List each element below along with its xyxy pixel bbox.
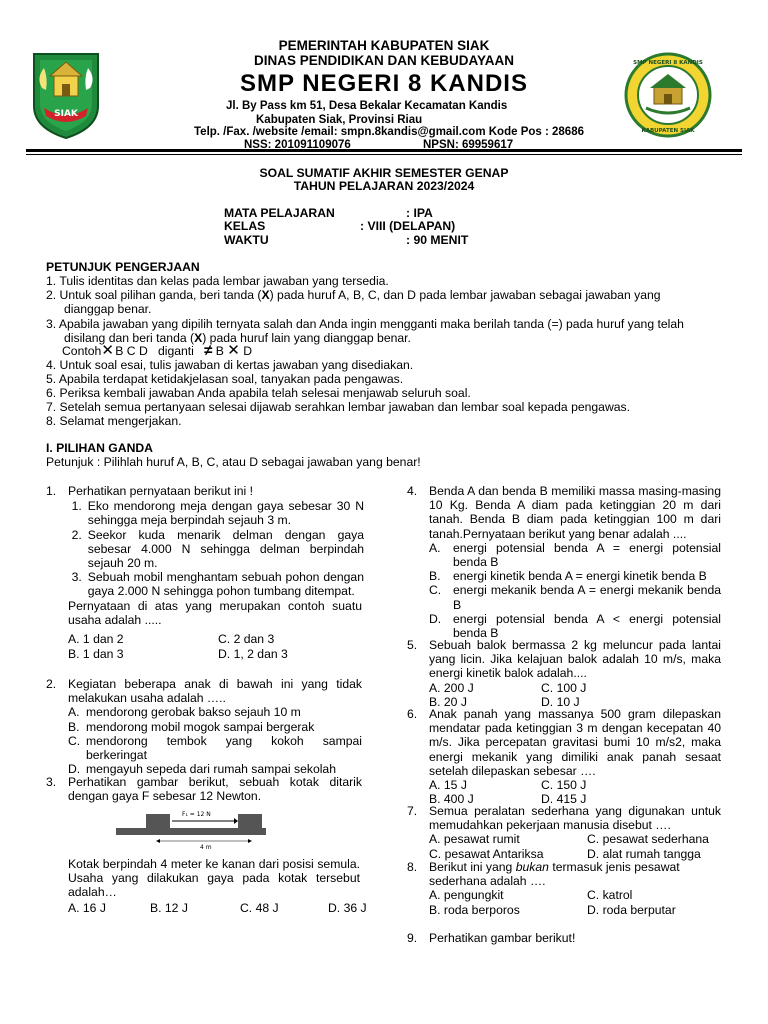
instruction-3: 3. Apabila jawaban yang dipilih ternyata salah dan Anda ingin mengganti maka berilah tanda (=) pada huruf yang telah bbox=[46, 317, 684, 331]
contact-line: Telp. /Fax. /website /email: smpn.8kandis@gmail.com Kode Pos : 28686 bbox=[194, 126, 584, 138]
exam-title: SOAL SUMATIF AKHIR SEMESTER GENAP bbox=[259, 166, 509, 180]
question-7: 7. Semua peralatan sederhana yang digunakan untuk memudahkan pekerjaan manusia disebut …. A. pesawat rumit C. pesawat sederhana C. pesawat Antariksa D. alat rumah tangga bbox=[407, 804, 721, 861]
instructions-heading: PETUNJUK PENGERJAAN bbox=[46, 260, 200, 274]
force-diagram bbox=[116, 808, 266, 850]
box-start bbox=[146, 814, 170, 828]
distance-label: 4 m bbox=[200, 844, 212, 850]
section-instruction: Petunjuk : Pilihlah huruf A, B, C, atau D sebagai jawaban yang benar! bbox=[46, 455, 421, 469]
crossed-a-icon: ✕ bbox=[101, 342, 112, 359]
cancelled-a-icon: ≠ bbox=[204, 342, 213, 359]
instruction-8: 8. Selamat mengerjakan. bbox=[46, 414, 182, 428]
instruction-6: 6. Periksa kembali jawaban Anda apabila telah selesai menjawab seluruh soal. bbox=[46, 386, 471, 400]
subject-value: : IPA bbox=[406, 206, 433, 220]
npsn-number: NPSN: 69959617 bbox=[423, 139, 514, 151]
instruction-1: 1. Tulis identitas dan kelas pada lembar jawaban yang tersedia. bbox=[46, 274, 389, 288]
left-logo-text: SIAK bbox=[54, 109, 78, 119]
force-label: F₁ = 12 N bbox=[182, 811, 211, 818]
time-label: WAKTU bbox=[224, 233, 269, 247]
instruction-2-cont: dianggap benar. bbox=[64, 302, 152, 316]
nss-number: NSS: 201091109076 bbox=[244, 139, 351, 151]
address-line-1: Jl. By Pass km 51, Desa Bekalar Kecamatan Kandis bbox=[226, 100, 508, 112]
time-value: : 90 MENIT bbox=[406, 233, 469, 247]
box-end bbox=[238, 814, 262, 828]
question-4: 4. Benda A dan benda B memiliki massa masing-masing 10 Kg. Benda A diam pada ketinggian 20 m dari tanah. Benda B diam pada ketinggian 100 m dari tanah.Pernyataan berikut yang benar adalah .... A. energi potensial benda A = energi potensial benda B B. energi kinetik benda A = energi kinetik benda B C. energi mekanik benda A = energi mekanik benda B D. energi potensial benda A < energi potensial benda B bbox=[407, 484, 721, 641]
school-name: SMP NEGERI 8 KANDIS bbox=[240, 70, 528, 97]
instruction-example: Contoh✕ B C D diganti ≠ B ✕ D bbox=[62, 342, 252, 359]
question-3-options: A. 16 J B. 12 J C. 48 J D. 36 J bbox=[68, 901, 367, 915]
question-6: 6. Anak panah yang massanya 500 gram dilepaskan mendatar pada ketinggian 3 m dengan kecepatan 40 m/s. Jika percepatan gravitasi bumi 10 m/s2, maka energi mekanik yang dimiliki anak panah sesaat setelah dilepaskan sebesar …. A. 15 J C. 150 J B. 400 J D. 415 J bbox=[407, 707, 721, 807]
instruction-3-cont: disilang dan beri tanda (X) pada huruf lain yang dianggap benar. bbox=[64, 331, 411, 345]
instruction-4: 4. Untuk soal esai, tulis jawaban di kertas jawaban yang disediakan. bbox=[46, 358, 414, 372]
question-3: 3. Perhatikan gambar berikut, sebuah kotak ditarik dengan gaya F sebesar 12 Newton. bbox=[46, 775, 362, 804]
exam-year: TAHUN PELAJARAN 2023/2024 bbox=[293, 179, 475, 193]
subject-label: MATA PELAJARAN bbox=[224, 206, 335, 220]
class-label: KELAS bbox=[224, 219, 266, 233]
header-rule-thin bbox=[26, 154, 742, 155]
section-title: I. PILIHAN GANDA bbox=[46, 441, 153, 455]
question-9: 9. Perhatikan gambar berikut! bbox=[407, 931, 576, 945]
header-rule-thick bbox=[26, 149, 742, 152]
right-logo-bottom-text: KABUPATEN SIAK bbox=[641, 128, 695, 134]
question-3-text: Kotak berpindah 4 meter ke kanan dari posisi semula. Usaha yang dilakukan gaya pada kotak tersebut adalah… bbox=[68, 857, 360, 900]
crossed-c-icon: ✕ bbox=[227, 342, 240, 359]
right-logo-text: SMP NEGERI 8 KANDIS bbox=[633, 60, 703, 66]
address-line-2: Kabupaten Siak, Provinsi Riau bbox=[256, 114, 423, 126]
question-2: 2. Kegiatan beberapa anak di bawah ini yang tidak melakukan usaha adalah ….. A. mendorong gerobak bakso sejauh 10 m B. mendorong mobil mogok sampai bergerak C. mendorong tembok yang kokoh sampai berkeringat D. mengayuh sepeda dari rumah sampai sekolah bbox=[46, 677, 362, 777]
instruction-2: 2. Untuk soal pilihan ganda, beri tanda (X) pada huruf A, B, C, dan D pada lembar jawaban sebagai jawaban yang bbox=[46, 288, 661, 302]
instruction-7: 7. Setelah semua pertanyaan selesai dijawab serahkan lembar jawaban dan lembar soal kepada pengawas. bbox=[46, 400, 631, 414]
class-value: : VIII (DELAPAN) bbox=[360, 219, 456, 233]
question-5: 5. Sebuah balok bermassa 2 kg meluncur pada lantai yang licin. Jika kelajuan balok adalah 10 m/s, maka energi kinetik balok adalah.... A. 200 J C. 100 J B. 20 J D. 10 J bbox=[407, 638, 721, 709]
instruction-5: 5. Apabila terdapat ketidakjelasan soal, tanyakan pada pengawas. bbox=[46, 372, 404, 386]
government-name: PEMERINTAH KABUPATEN SIAK bbox=[278, 38, 490, 53]
question-1: 1. Perhatikan pernyataan berikut ini ! 1. Eko mendorong meja dengan gaya sebesar 30 N sehingga meja berpindah sejauh 3 m. 2. Seekor kuda menarik delman dengan gaya sebesar 4.000 N sehingga delman berpindah sejauh 20 m. 3. Sebuah mobil menghantam sebuah pohon dengan gaya 2.000 N sehingga pohon tumbang ditempat. Pernyataan di atas yang merupakan contoh suatu usaha adalah ..... A. 1 dan 2 C. 2 dan 3 B. 1 dan 3 D. 1, 2 dan 3 bbox=[46, 484, 364, 662]
question-8: 8. Berikut ini yang bukan termasuk jenis pesawat sederhana adalah …. A. pengungkit C. katrol B. roda berporos D. roda berputar bbox=[407, 860, 680, 917]
department-name: DINAS PENDIDIKAN DAN KEBUDAYAAN bbox=[253, 53, 515, 68]
